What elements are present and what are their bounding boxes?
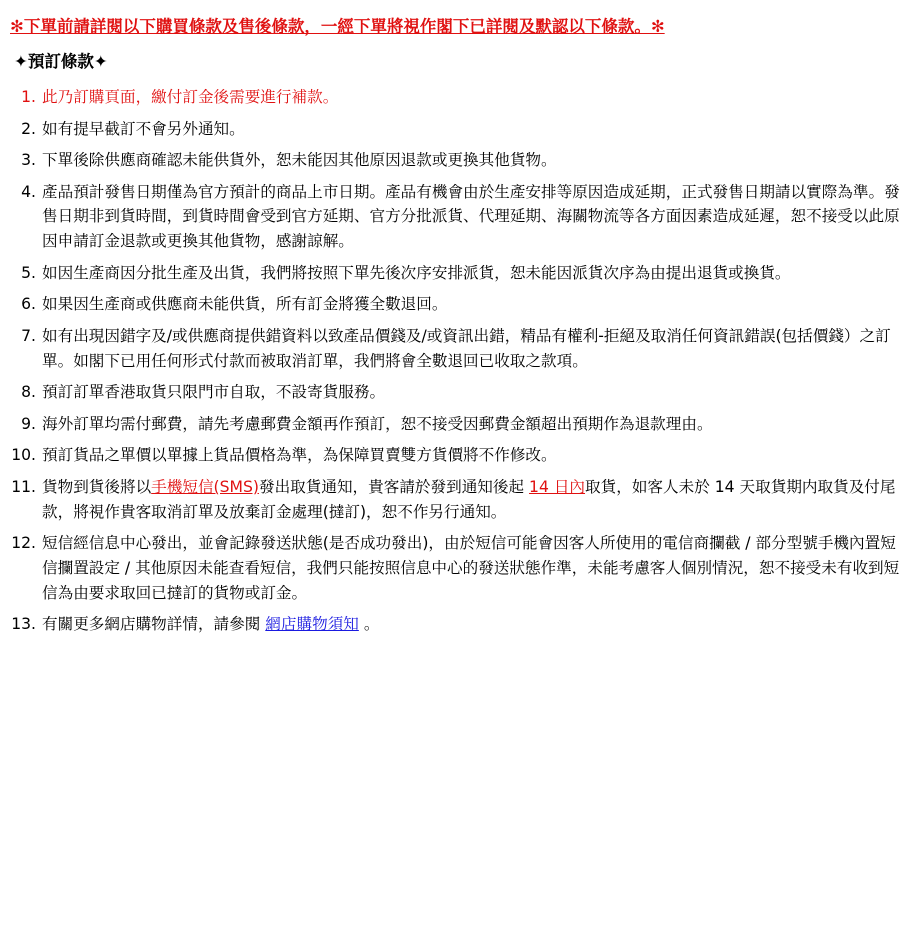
term-text: 預訂貨品之單價以單據上貨品價格為準，為保障買賣雙方貨價將不作修改。 bbox=[42, 446, 557, 465]
terms-banner: ✻下單前請詳閱以下購買條款及售後條款，一經下單將視作閣下已詳閱及默認以下條款。✻ bbox=[10, 17, 665, 36]
terms-list bbox=[8, 85, 905, 637]
list-item bbox=[8, 380, 905, 405]
term-text-part: 發出取貨通知，貴客請於發到通知後起 bbox=[258, 478, 530, 496]
list-item bbox=[8, 180, 905, 254]
list-item bbox=[8, 324, 905, 373]
term-text-part: 貨物到貨後將以 bbox=[42, 478, 152, 496]
term-text: 如有提早截訂不會另外通知。 bbox=[42, 119, 245, 138]
list-item bbox=[8, 261, 905, 286]
term-text-part: 。 bbox=[358, 615, 380, 634]
term-text: 短信經信息中心發出，並會記錄發送狀態(是否成功發出)，由於短信可能會因客人所使用的電信商攔截 / 部分型號手機內置短信攔置設定 / 其他原因未能查看短信，我們只能按照信息中心的發送狀態作準，未能考慮客人個別情況，恕不接受未有收到短信為由要求取回已撻訂的貨物或訂金。 bbox=[42, 534, 900, 602]
sms-highlight: 手機短信(SMS) bbox=[151, 478, 259, 496]
term-text-part: 取貨，如客人未於 14 天取貨期内取貨及付尾款，將視作貴客取消訂單及放棄訂金處理(撻訂)，恕不作另行通知。 bbox=[42, 478, 896, 521]
term-text: 下單後除供應商確認未能供貨外，恕未能因其他原因退款或更換其他貨物。 bbox=[42, 151, 557, 170]
term-text: 海外訂單均需付郵費，請先考慮郵費金額再作預訂，恕不接受因郵費金額超出預期作為退款理由。 bbox=[42, 414, 713, 433]
term-text: 此乃訂購頁面，繳付訂金後需要進行補款。 bbox=[42, 87, 339, 106]
page-title: ✦預訂條款✦ bbox=[14, 52, 108, 72]
shopping-guide-link[interactable]: 網店購物須知 bbox=[265, 615, 359, 634]
term-text: 預訂訂單香港取貨只限門市自取，不設寄貨服務。 bbox=[42, 383, 386, 402]
list-item bbox=[8, 412, 905, 437]
term-text: 如因生產商因分批生產及出貨，我們將按照下單先後次序安排派貨，恕未能因派貨次序為由提出退貨或換貨。 bbox=[42, 263, 791, 282]
term-text: 如有出現因錯字及/或供應商提供錯資料以致產品價錢及/或資訊出錯，精品有權利-拒絕及取消任何資訊錯誤(包括價錢）之訂單。如閣下已用任何形式付款而被取消訂單，我們將會全數退回已收取之款項。 bbox=[42, 326, 891, 370]
list-item bbox=[8, 117, 905, 142]
list-item bbox=[8, 531, 905, 605]
list-item bbox=[8, 85, 905, 110]
list-item-sms bbox=[8, 475, 905, 524]
list-item bbox=[8, 292, 905, 317]
term-text-part: 有關更多網店購物詳情，請參閱 bbox=[42, 615, 266, 634]
term-text: 如果因生產商或供應商未能供貨，所有訂金將獲全數退回。 bbox=[42, 295, 448, 314]
term-text: 產品預計發售日期僅為官方預計的商品上市日期。產品有機會由於生產安排等原因造成延期，正式發售日期請以實際為準。發售日期非到貨時間，到貨時間會受到官方延期、官方分批派貨、代理延期、海關物流等各方面因素造成延遲，恕不接受以此原因申請訂金退款或更換其他貨物，感謝諒解。 bbox=[42, 182, 900, 250]
list-item bbox=[8, 443, 905, 468]
list-item-shop-guide bbox=[8, 612, 905, 637]
list-item bbox=[8, 148, 905, 173]
pickup-period-highlight: 14 日內 bbox=[529, 478, 586, 496]
